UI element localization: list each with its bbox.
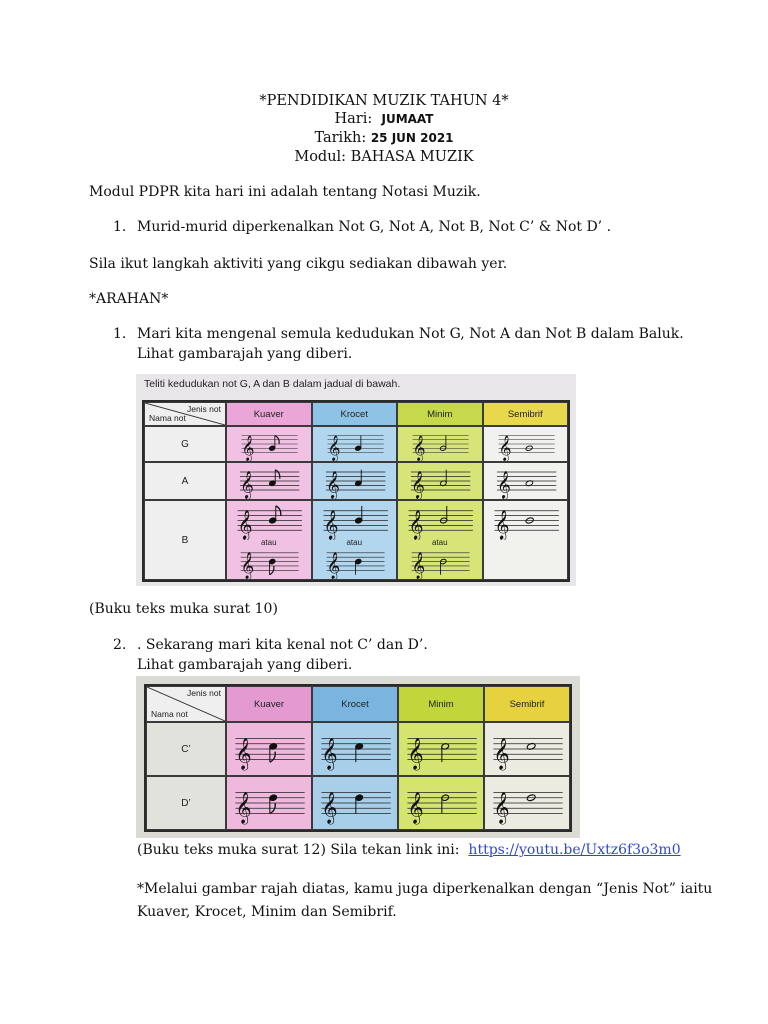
table2-col-kuaver: Kuaver bbox=[226, 686, 312, 722]
treble-clef-icon: 𝄞 bbox=[493, 738, 510, 770]
staff-notation bbox=[313, 723, 397, 775]
table1-caption: Teliti kedudukan not G, A dan B dalam jadual di bawah. bbox=[144, 378, 401, 390]
staff-notation bbox=[313, 427, 397, 461]
treble-clef-icon: 𝄞 bbox=[321, 792, 338, 824]
staff-notation bbox=[313, 544, 397, 579]
caption-2: (Buku teks muka surat 12) Sila tekan link ini: bbox=[137, 842, 460, 858]
hari-label: Hari: bbox=[334, 111, 373, 127]
treble-clef-icon: 𝄞 bbox=[411, 552, 426, 579]
caption-1: (Buku teks muka surat 10) bbox=[89, 601, 278, 617]
treble-clef-icon: 𝄞 bbox=[239, 470, 254, 499]
table2-corner bbox=[146, 686, 226, 722]
treble-clef-icon: 𝄞 bbox=[241, 435, 255, 461]
staff-notation bbox=[313, 777, 397, 829]
treble-clef-icon: 𝄞 bbox=[237, 509, 253, 540]
table1-col-kuaver: Kuaver bbox=[226, 402, 312, 426]
table2-d-semibrif bbox=[484, 776, 570, 830]
treble-clef-icon: 𝄞 bbox=[407, 738, 424, 770]
table2-grid bbox=[144, 684, 572, 832]
table2-d-krocet bbox=[312, 776, 398, 830]
table1-b-krocet-atau: atau bbox=[346, 537, 363, 547]
staff-notation bbox=[399, 723, 483, 775]
table2-c-minim bbox=[398, 722, 484, 776]
table1-b-krocet bbox=[312, 500, 398, 580]
step2-line1: . Sekarang mari kita kenal not C’ dan D’. bbox=[137, 637, 428, 653]
page-title: *PENDIDIKAN MUZIK TAHUN 4* bbox=[259, 93, 509, 109]
tarikh-label: Tarikh: bbox=[314, 130, 367, 146]
item1-text: Murid-murid diperkenalkan Not G, Not A, Not B, Not C’ & Not D’ . bbox=[137, 219, 612, 235]
staff-notation bbox=[398, 501, 482, 540]
treble-clef-icon: 𝄞 bbox=[327, 435, 341, 461]
treble-clef-icon: 𝄞 bbox=[407, 792, 424, 824]
caption-2-line bbox=[137, 840, 681, 860]
item1-number: 1. bbox=[113, 219, 127, 235]
table2-d-minim bbox=[398, 776, 484, 830]
treble-clef-icon: 𝄞 bbox=[321, 738, 338, 770]
staff-notation bbox=[485, 723, 569, 775]
table1-col-semibrif: Semibrif bbox=[483, 402, 569, 426]
table2-row-d: D’ bbox=[146, 776, 226, 830]
table2-c-kuaver bbox=[226, 722, 312, 776]
table1-g-kuaver bbox=[226, 426, 312, 462]
staff-notation bbox=[485, 777, 569, 829]
table1-corner-top: Jenis not bbox=[186, 404, 221, 414]
table1-a-semibrif bbox=[483, 462, 569, 500]
modul-line: Modul: BAHASA MUZIK bbox=[294, 149, 474, 165]
treble-clef-icon: 𝄞 bbox=[498, 435, 512, 461]
table2-col-krocet: Krocet bbox=[312, 686, 398, 722]
table1-g-minim bbox=[397, 426, 483, 462]
treble-clef-icon: 𝄞 bbox=[496, 470, 511, 499]
table1-a-krocet bbox=[312, 462, 398, 500]
treble-clef-icon: 𝄞 bbox=[493, 792, 510, 824]
instruction-text: Sila ikut langkah aktiviti yang cikgu sediakan dibawah yer. bbox=[89, 256, 508, 272]
hari-value: JUMAAT bbox=[381, 112, 434, 126]
table1-col-krocet: Krocet bbox=[312, 402, 398, 426]
treble-clef-icon: 𝄞 bbox=[494, 509, 510, 540]
staff-notation bbox=[484, 463, 568, 499]
hari-line bbox=[0, 111, 768, 128]
table1-b-kuaver bbox=[226, 500, 312, 580]
staff-notation bbox=[227, 544, 311, 579]
table1-b-minim-atau: atau bbox=[431, 537, 448, 547]
staff-notation bbox=[398, 463, 482, 499]
staff-notation bbox=[484, 427, 568, 461]
table2-col-semibrif: Semibrif bbox=[484, 686, 570, 722]
table2-row-c: C’ bbox=[146, 722, 226, 776]
note-flag bbox=[270, 752, 275, 763]
step1-line1: Mari kita mengenal semula kedudukan Not G, Not A dan Not B dalam Baluk. bbox=[137, 326, 684, 342]
table1-b-kuaver-atau: atau bbox=[260, 537, 277, 547]
note-line-2: Kuaver, Krocet, Minim dan Semibrif. bbox=[137, 904, 397, 920]
table1-col-minim: Minim bbox=[397, 402, 483, 426]
intro-text: Modul PDPR kita hari ini adalah tentang Notasi Muzik. bbox=[89, 184, 481, 200]
staff-notation bbox=[227, 777, 311, 829]
textbook-table-photo-1 bbox=[136, 374, 576, 586]
treble-clef-icon: 𝄞 bbox=[323, 509, 339, 540]
note-flag bbox=[275, 470, 280, 479]
table1-corner bbox=[144, 402, 226, 426]
table1-b-semibrif bbox=[483, 500, 569, 580]
table1-grid bbox=[142, 400, 570, 582]
table1-g-krocet bbox=[312, 426, 398, 462]
treble-clef-icon: 𝄞 bbox=[325, 470, 340, 499]
staff-notation bbox=[227, 463, 311, 499]
table1-a-kuaver bbox=[226, 462, 312, 500]
table1-row-a: A bbox=[144, 462, 226, 500]
tarikh-line bbox=[0, 130, 768, 147]
arahan-heading: *ARAHAN* bbox=[89, 291, 169, 307]
table2-c-krocet bbox=[312, 722, 398, 776]
staff-notation bbox=[484, 501, 568, 540]
treble-clef-icon: 𝄞 bbox=[412, 435, 426, 461]
treble-clef-icon: 𝄞 bbox=[410, 470, 425, 499]
table2-col-minim: Minim bbox=[398, 686, 484, 722]
step2-line2: Lihat gambarajah yang diberi. bbox=[137, 657, 353, 673]
table1-row-b: B bbox=[144, 500, 226, 580]
textbook-table-photo-2 bbox=[136, 676, 580, 838]
table1-row-g: G bbox=[144, 426, 226, 462]
step1-line2: Lihat gambarajah yang diberi. bbox=[137, 346, 353, 362]
staff-notation bbox=[398, 544, 482, 579]
treble-clef-icon: 𝄞 bbox=[326, 552, 340, 579]
table1-g-semibrif bbox=[483, 426, 569, 462]
table2-c-semibrif bbox=[484, 722, 570, 776]
step1-number: 1. bbox=[113, 326, 127, 342]
note-line-1: *Melalui gambar rajah diatas, kamu juga diperkenalkan dengan “Jenis Not” iaitu bbox=[137, 881, 713, 897]
treble-clef-icon: 𝄞 bbox=[408, 509, 424, 540]
staff-notation bbox=[227, 723, 311, 775]
staff-notation bbox=[399, 777, 483, 829]
staff-notation bbox=[398, 427, 482, 461]
table2-corner-bottom: Nama not bbox=[151, 709, 188, 719]
tarikh-value: 25 JUN 2021 bbox=[370, 131, 454, 145]
youtube-link[interactable]: https://youtu.be/Uxtz6f3o3m0 bbox=[468, 842, 681, 858]
treble-clef-icon: 𝄞 bbox=[235, 792, 252, 824]
table1-corner-bottom: Nama not bbox=[149, 413, 186, 423]
table2-d-kuaver bbox=[226, 776, 312, 830]
table1-a-minim bbox=[397, 462, 483, 500]
step2-number: 2. bbox=[113, 637, 127, 653]
treble-clef-icon: 𝄞 bbox=[235, 738, 252, 770]
treble-clef-icon: 𝄞 bbox=[240, 552, 255, 579]
staff-notation bbox=[313, 463, 397, 499]
staff-notation bbox=[313, 501, 397, 540]
staff-notation bbox=[227, 501, 311, 540]
table1-b-minim bbox=[397, 500, 483, 580]
staff-notation bbox=[227, 427, 311, 461]
table2-corner-top: Jenis not bbox=[186, 688, 221, 698]
